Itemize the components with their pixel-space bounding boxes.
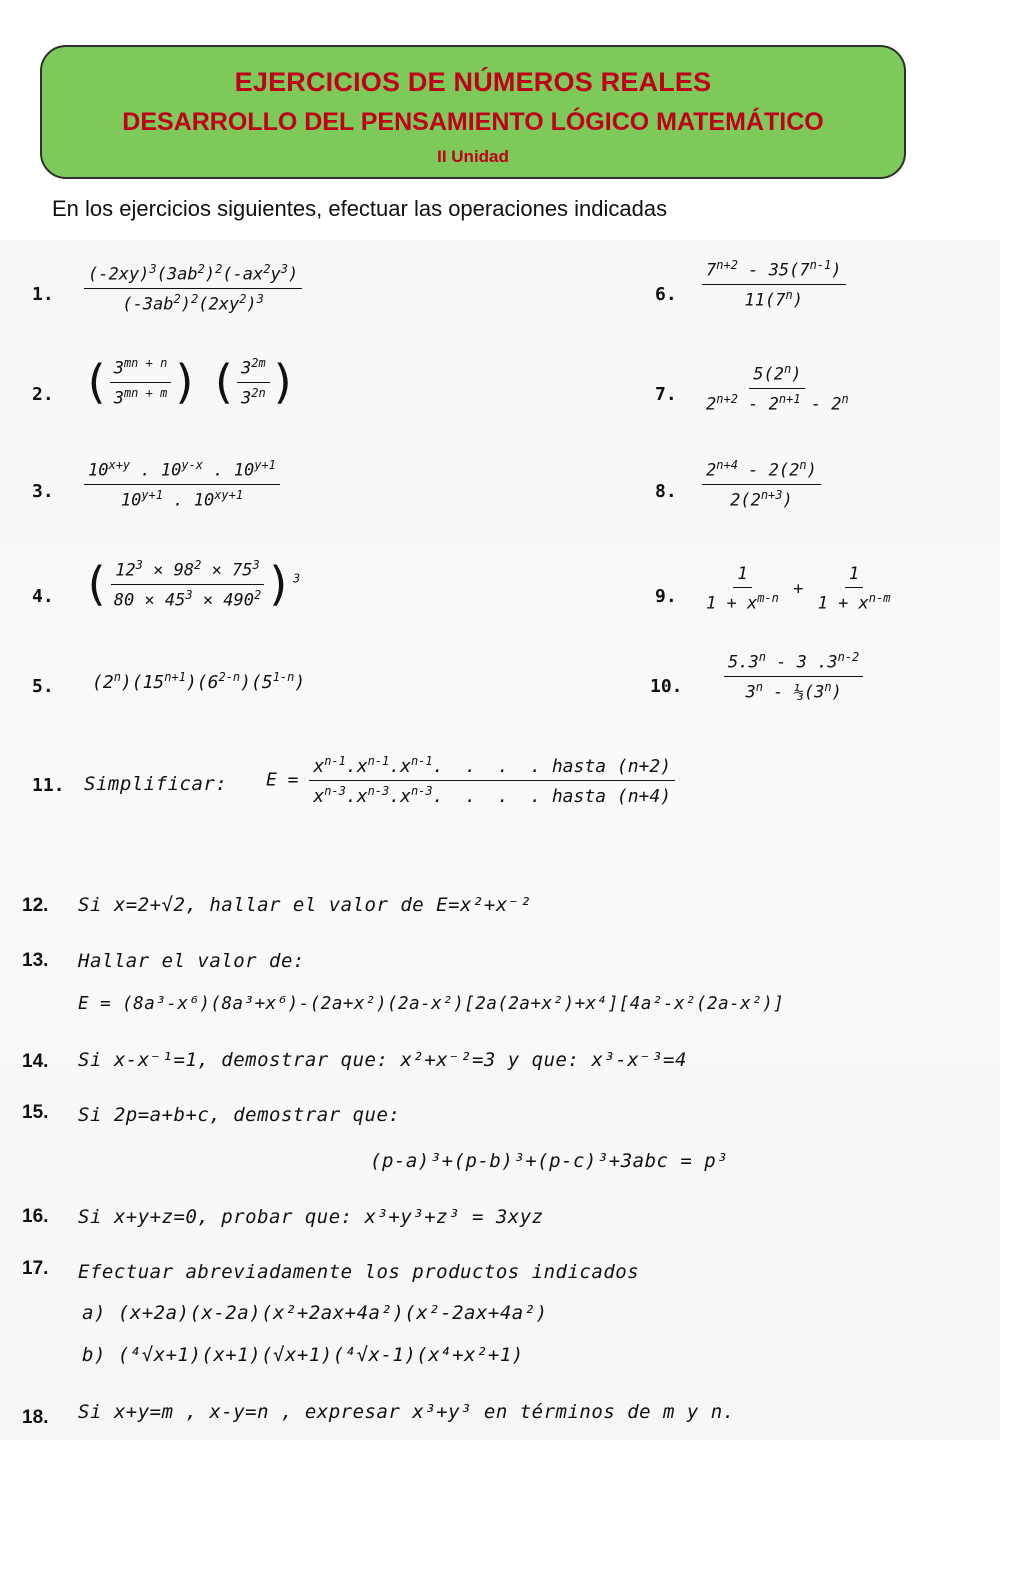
exercise-17a: a) (x+2a)(x-2a)(x²+2ax+4a²)(x²-2ax+4a²): [82, 1302, 548, 1324]
exercise-number: 1.: [32, 284, 54, 305]
exercise-18: Si x+y=m , x-y=n , expresar x³+y³ en términos de m y n.: [78, 1401, 735, 1423]
exercise-12: Si x=2+√2, hallar el valor de E=x²+x⁻²: [78, 894, 532, 916]
exercise-17b: b) (⁴√x+1)(x+1)(√x+1)(⁴√x-1)(x⁴+x²+1): [82, 1344, 524, 1366]
exercise-6: $\frac{7^{n+2} - 35(7^{n-1})}{11(7^n)}$: [702, 258, 846, 310]
exercise-10: $\frac{5.3^n - 3 .3^{n-2}}{3^n - \frac{1}{3}(3^n)}$: [724, 650, 863, 702]
unit-label: II Unidad: [437, 147, 509, 166]
exercise-number: 2.: [32, 384, 54, 405]
exercise-2: ( $\frac{3^{mn + n}}{3^{mn + m}}$ ) ( $\frac{3^{2m}}{3^{2n}}$ ): [82, 355, 298, 410]
exercise-4: ( $\frac{12^3 \times 98^2 \times 75^3}{80 \times 45^3 \times 490^2}$ )$^3$: [82, 557, 301, 612]
exercise-number: 16.: [22, 1206, 49, 1227]
exercise-11: E = $\frac{x^{n-1}.x^{n-1}.x^{n-1}. . . . hasta (n+2)}{x^{n-3}.x^{n-3}.x^{n-3}. . . . hasta (n+4)}$: [266, 754, 675, 807]
exercise-number: 7.: [655, 384, 677, 405]
exercise-14: Si x-x⁻¹=1, demostrar que: x²+x⁻²=3 y que: x³-x⁻³=4: [78, 1049, 687, 1071]
exercise-3: $\frac{10^{x+y} . 10^{y-x} . 10^{y+1}}{10^{y+1} . 10^{xy+1}}$: [84, 458, 280, 510]
exercise-number: 13.: [22, 950, 49, 971]
exercise-number: 3.: [32, 481, 54, 502]
exercise-1: $\frac{(-2xy)^3(3ab^2)^2(-ax^2y^3)}{(-3ab^2)^2(2xy^2)^3}$: [84, 262, 302, 314]
exercise-number: 8.: [655, 481, 677, 502]
exercise-number: 11.: [32, 775, 65, 796]
page-title: EJERCICIOS DE NÚMEROS REALES: [234, 67, 712, 97]
exercise-8: $\frac{2^{n+4} - 2(2^n)}{2(2^{n+3})}$: [702, 458, 821, 510]
exercise-16: Si x+y+z=0, probar que: x³+y³+z³ = 3xyz: [78, 1206, 544, 1228]
exercise-5: $(2^n)(15^{n+1})(6^{2-n})(5^{1-n})$: [92, 670, 306, 693]
exercise-15-expression: (p-a)³+(p-b)³+(p-c)³+3abc = p³: [370, 1150, 729, 1172]
exercise-17-label: Efectuar abreviadamente los productos indicados: [78, 1261, 640, 1283]
exercise-13-label: Hallar el valor de:: [78, 950, 305, 972]
exercise-number: 17.: [22, 1258, 49, 1279]
exercise-number: 15.: [22, 1102, 49, 1123]
exercise-9: $\frac{1}{1 + x^{m-n}}$ + $\frac{1}{1 + x^{n-m}}$: [706, 564, 891, 614]
exercise-11-label: Simplificar:: [84, 773, 228, 795]
instructions: En los ejercicios siguientes, efectuar las operaciones indicadas: [52, 196, 668, 221]
exercise-number: 12.: [22, 895, 49, 916]
exercise-number: 18.: [22, 1407, 49, 1428]
page-subtitle: DESARROLLO DEL PENSAMIENTO LÓGICO MATEMÁTICO: [122, 108, 824, 136]
exercise-number: 10.: [650, 676, 683, 697]
exercise-number: 4.: [32, 586, 54, 607]
header-banner: [40, 45, 906, 179]
exercise-7: $\frac{5(2^n)}{2^{n+2} - 2^{n+1} - 2^n}$: [706, 362, 849, 415]
exercise-number: 6.: [655, 284, 677, 305]
scanned-exercises: [0, 240, 1000, 1440]
exercise-15-label: Si 2p=a+b+c, demostrar que:: [78, 1104, 401, 1126]
exercise-number: 9.: [655, 586, 677, 607]
exercise-number: 14.: [22, 1051, 49, 1072]
exercise-13-expression: E = (8a³-x⁶)(8a³+x⁶)-(2a+x²)(2a-x²)[2a(2a+x²)+x⁴][4a²-x²(2a-x²)]: [78, 994, 785, 1014]
exercise-number: 5.: [32, 676, 54, 697]
